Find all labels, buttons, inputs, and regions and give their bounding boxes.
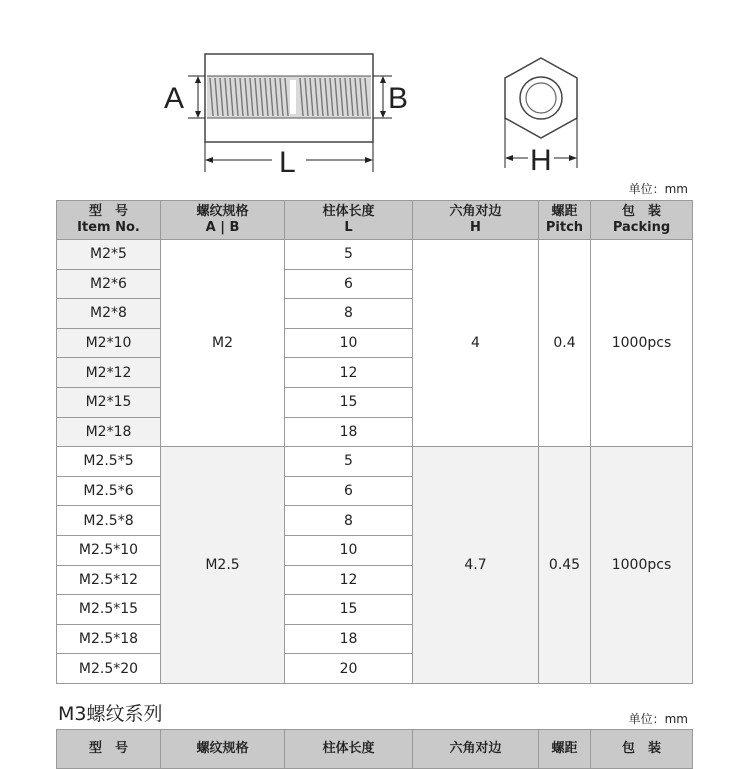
length-cell: 18 bbox=[285, 417, 413, 447]
header-thread-spec: 螺纹规格 A | B bbox=[161, 201, 285, 240]
header-item-no: 型 号 Item No. bbox=[57, 201, 161, 240]
item-no-cell: M2*10 bbox=[57, 328, 161, 358]
length-cell: 10 bbox=[285, 328, 413, 358]
length-cell: 18 bbox=[285, 624, 413, 654]
packing-cell: 1000pcs bbox=[591, 240, 693, 447]
item-no-cell: M2*15 bbox=[57, 387, 161, 417]
packing-cell: 1000pcs bbox=[591, 447, 693, 684]
length-cell: 20 bbox=[285, 654, 413, 684]
dimension-a bbox=[188, 76, 205, 118]
length-cell: 5 bbox=[285, 240, 413, 270]
label-b: B bbox=[388, 82, 409, 115]
item-no-cell: M2.5*8 bbox=[57, 506, 161, 536]
standoff-side-view bbox=[205, 54, 373, 142]
item-no-cell: M2*12 bbox=[57, 358, 161, 388]
length-cell: 12 bbox=[285, 358, 413, 388]
section-title-m3: M3螺纹系列 bbox=[58, 703, 163, 725]
item-no-cell: M2*18 bbox=[57, 417, 161, 447]
table-header-row bbox=[57, 201, 693, 240]
item-no-cell: M2*6 bbox=[57, 269, 161, 299]
header-hex-size: 六角对边 H bbox=[413, 201, 539, 240]
header-length: 柱体长度 bbox=[285, 730, 413, 769]
table-row bbox=[57, 240, 693, 270]
label-h: H bbox=[530, 144, 552, 177]
hex-end-view bbox=[505, 58, 577, 138]
item-no-cell: M2.5*18 bbox=[57, 624, 161, 654]
length-cell: 6 bbox=[285, 269, 413, 299]
header-hex-size: 六角对边 bbox=[413, 730, 539, 769]
header-pitch: 螺距 bbox=[539, 730, 591, 769]
item-no-cell: M2*5 bbox=[57, 240, 161, 270]
length-cell: 10 bbox=[285, 535, 413, 565]
item-no-cell: M2.5*5 bbox=[57, 447, 161, 477]
length-cell: 15 bbox=[285, 387, 413, 417]
label-l: L bbox=[279, 146, 296, 179]
pitch-cell: 0.4 bbox=[539, 240, 591, 447]
header-length: 柱体长度 L bbox=[285, 201, 413, 240]
length-cell: 12 bbox=[285, 565, 413, 595]
pitch-cell: 0.45 bbox=[539, 447, 591, 684]
spec-table-m3 bbox=[56, 729, 693, 769]
header-packing: 包 装 bbox=[591, 730, 693, 769]
thread-spec-cell: M2 bbox=[161, 240, 285, 447]
table-row bbox=[57, 447, 693, 477]
standoff-diagram bbox=[0, 0, 750, 185]
unit-label: 单位：mm bbox=[628, 182, 688, 196]
header-thread-spec: 螺纹规格 bbox=[161, 730, 285, 769]
length-cell: 6 bbox=[285, 476, 413, 506]
header-pitch: 螺距 Pitch bbox=[539, 201, 591, 240]
item-no-cell: M2.5*15 bbox=[57, 595, 161, 625]
header-packing: 包 装 Packing bbox=[591, 201, 693, 240]
item-no-cell: M2*8 bbox=[57, 299, 161, 329]
table-header-row bbox=[57, 730, 693, 769]
unit-label-m3: 单位：mm bbox=[628, 712, 688, 726]
spec-table bbox=[56, 200, 693, 684]
length-cell: 8 bbox=[285, 506, 413, 536]
header-item-no: 型 号 bbox=[57, 730, 161, 769]
item-no-cell: M2.5*12 bbox=[57, 565, 161, 595]
length-cell: 15 bbox=[285, 595, 413, 625]
item-no-cell: M2.5*20 bbox=[57, 654, 161, 684]
hex-size-cell: 4 bbox=[413, 240, 539, 447]
length-cell: 8 bbox=[285, 299, 413, 329]
item-no-cell: M2.5*10 bbox=[57, 535, 161, 565]
item-no-cell: M2.5*6 bbox=[57, 476, 161, 506]
hex-size-cell: 4.7 bbox=[413, 447, 539, 684]
length-cell: 5 bbox=[285, 447, 413, 477]
label-a: A bbox=[164, 82, 185, 115]
thread-spec-cell: M2.5 bbox=[161, 447, 285, 684]
